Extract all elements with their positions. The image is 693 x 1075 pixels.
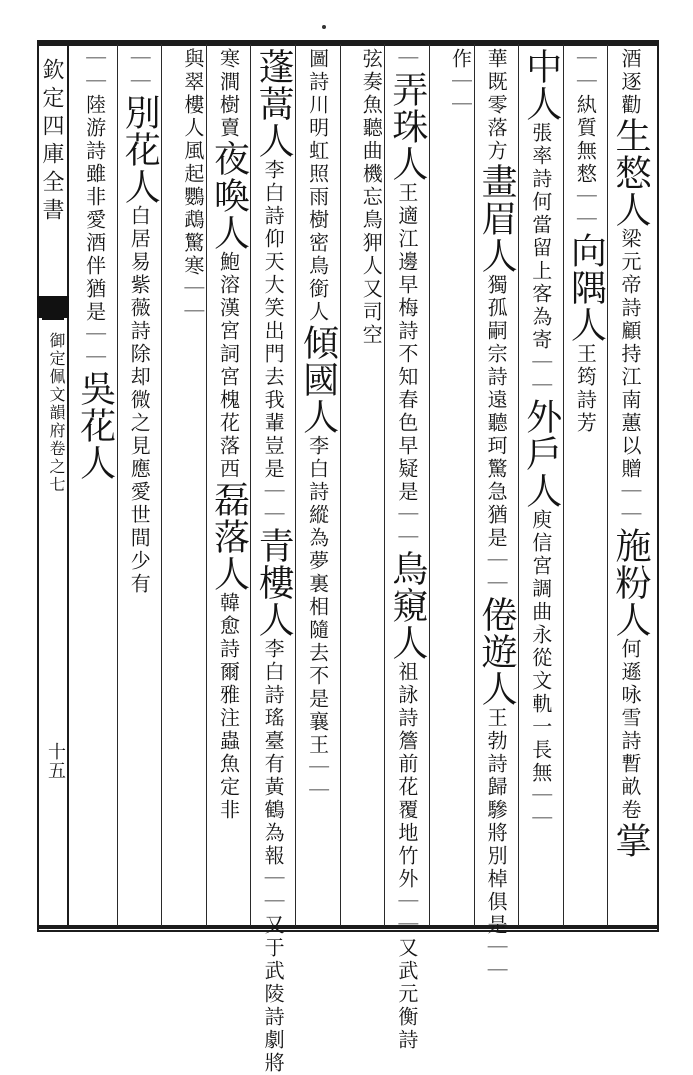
gloss-text: ｜｜ bbox=[448, 71, 473, 117]
headword: 生憗人 bbox=[609, 117, 651, 228]
gloss-text: 李白詩瑤臺有黃鶴為報 bbox=[261, 638, 286, 868]
volume-text: 卷之七 bbox=[47, 440, 66, 494]
gloss-text: ｜｜ bbox=[261, 481, 286, 527]
headword: 鳥窺人 bbox=[386, 550, 428, 661]
gloss-text: 與翠樓人 bbox=[180, 48, 205, 140]
column-rule bbox=[161, 44, 162, 926]
gloss-text: ｜｜ bbox=[484, 937, 509, 983]
gloss-text: 王勃詩歸驂將別棹俱是 bbox=[484, 707, 509, 937]
gloss-text: ｜｜ bbox=[528, 785, 553, 831]
gloss-text: 李白詩仰天大笑出門去我輩豈是 bbox=[261, 159, 286, 481]
ink-speck bbox=[322, 25, 326, 29]
headword: 吳花人 bbox=[74, 370, 116, 481]
gloss-text: 王筠詩芳 bbox=[573, 343, 598, 435]
gloss-text: 梁元帝詩顧持江南蕙以贈 bbox=[617, 228, 642, 481]
text-column bbox=[607, 48, 652, 918]
gloss-text: ｜｜ bbox=[528, 352, 553, 398]
gloss-text: ｜ bbox=[394, 48, 419, 71]
gloss-text: ｜｜ bbox=[573, 48, 598, 94]
text-column bbox=[206, 48, 251, 918]
series-title: 欽定四庫全書 bbox=[39, 58, 64, 226]
headword: 傾國人 bbox=[297, 324, 339, 435]
gloss-text: 作 bbox=[448, 48, 473, 71]
gloss-text: ｜｜ bbox=[394, 504, 419, 550]
book-title bbox=[40, 332, 68, 494]
gloss-text: 陸游詩雖非愛酒伴猶是 bbox=[82, 94, 107, 324]
column-rule bbox=[295, 44, 296, 926]
gloss-text: 又武元衡詩 bbox=[394, 937, 419, 1052]
headword: 磊落人 bbox=[208, 481, 250, 592]
gloss-text: 白居易紫薇詩除却微之見應愛世間少有 bbox=[127, 205, 152, 596]
gloss-text: ｜｜ bbox=[127, 48, 152, 94]
gloss-text: ｜｜ bbox=[484, 550, 509, 596]
gloss-text: ｜｜ bbox=[82, 48, 107, 94]
headword: 夜喚人 bbox=[208, 140, 250, 251]
gloss-text: 紈質無憗 bbox=[573, 94, 598, 186]
headword: 向隅人 bbox=[565, 232, 607, 343]
gloss-text: ｜｜ bbox=[261, 868, 286, 914]
gloss-text: 祖詠詩簷前花覆地竹外 bbox=[394, 661, 419, 891]
headword: 中人 bbox=[520, 48, 562, 122]
gloss-text: ｜｜ bbox=[573, 186, 598, 232]
headword: 別花人 bbox=[119, 94, 161, 205]
gloss-text: 韓愈詩爾雅注蟲魚定非 bbox=[216, 592, 241, 822]
headword: 倦遊人 bbox=[476, 596, 518, 707]
text-column bbox=[384, 48, 429, 1052]
gloss-text: ｜｜ bbox=[617, 481, 642, 527]
text-column bbox=[518, 48, 563, 918]
column-rule bbox=[563, 44, 564, 926]
book-title-text: 御定佩文韻府 bbox=[47, 332, 66, 440]
gloss-text: 弦奏魚聽曲機忘鳥狎人又司空 bbox=[359, 48, 384, 347]
column-rule bbox=[250, 44, 251, 926]
gloss-text: 庾信宮調曲永從文軌一長無 bbox=[528, 509, 553, 785]
fish-tail-bar bbox=[37, 296, 69, 318]
headword: 畫眉人 bbox=[476, 163, 518, 274]
gloss-text: 張率詩何當留上客為寄 bbox=[528, 122, 553, 352]
column-rule bbox=[607, 44, 608, 926]
text-column bbox=[72, 48, 117, 918]
gloss-text: ｜｜ bbox=[180, 278, 205, 324]
gloss-text: 寒澗樹賣 bbox=[216, 48, 241, 140]
gloss-text: 圖詩川明虹照雨樹密鳥銜人 bbox=[305, 48, 330, 324]
gloss-text: 華既零落方 bbox=[484, 48, 509, 163]
gloss-text: 王適江邊早梅詩不知春色早疑是 bbox=[394, 182, 419, 504]
text-column bbox=[161, 48, 206, 918]
gloss-text: ｜｜ bbox=[305, 757, 330, 803]
text-column bbox=[429, 48, 474, 918]
text-column bbox=[563, 48, 608, 918]
headword: 蓬蒿人 bbox=[253, 48, 295, 159]
top-rule bbox=[37, 42, 659, 46]
column-rule bbox=[474, 44, 475, 926]
headword: 青樓人 bbox=[253, 527, 295, 638]
column-rule bbox=[340, 44, 341, 926]
gloss-text: 李白詩縱為夢裏相隨去不是襄王 bbox=[305, 435, 330, 757]
gloss-text: 酒逐勸 bbox=[617, 48, 642, 117]
text-column bbox=[340, 48, 385, 918]
column-rule bbox=[518, 44, 519, 926]
fish-tail-mark bbox=[42, 318, 64, 330]
text-column bbox=[250, 48, 295, 1075]
headword: 外戶人 bbox=[520, 398, 562, 509]
column-rule bbox=[429, 44, 430, 926]
headword: 施粉人 bbox=[609, 527, 651, 638]
column-rule bbox=[384, 44, 385, 926]
gloss-text: ｜｜ bbox=[394, 891, 419, 937]
column-rule bbox=[117, 44, 118, 926]
gloss-text: 又于武陵詩劇將 bbox=[261, 914, 286, 1075]
text-column bbox=[474, 48, 519, 983]
page-number: 十五 bbox=[45, 742, 66, 780]
gloss-text: 獨孤嗣宗詩遠聽珂驚急猶是 bbox=[484, 274, 509, 550]
headword: 掌 bbox=[609, 822, 651, 859]
headword: 弄珠人 bbox=[386, 71, 428, 182]
gloss-text: 風起鸚鵡驚寒 bbox=[180, 140, 205, 278]
gloss-text: 鮑溶漢宮詞宮槐花落西 bbox=[216, 251, 241, 481]
gloss-text: ｜｜ bbox=[82, 324, 107, 370]
text-column bbox=[295, 48, 340, 918]
gloss-text: 何遜咏雪詩暫畝卷 bbox=[617, 638, 642, 822]
column-rule bbox=[206, 44, 207, 926]
text-column bbox=[117, 48, 162, 918]
bottom-rule bbox=[37, 925, 659, 929]
